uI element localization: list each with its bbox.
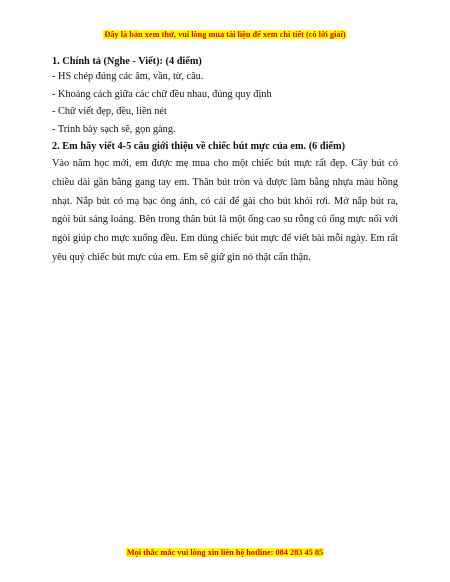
preview-notice-text: Đây là bản xem thử, vui lòng mua tài liệu để xem chi tiết (có lời giải) — [104, 30, 346, 39]
section2-title: 2. Em hãy viết 4-5 câu giới thiệu về chiếc bút mực của em. (6 điểm) — [52, 141, 346, 152]
document-body — [52, 55, 398, 268]
section1-title: 1. Chính tả (Nghe - Viết): (4 điểm) — [52, 56, 202, 67]
preview-notice-banner — [0, 27, 450, 40]
section1-item: - Chữ viết đẹp, đều, liền nét — [52, 106, 167, 117]
hotline-text: Mọi thắc mắc vui lòng xin liên hệ hotline: 084 283 45 85 — [126, 548, 324, 557]
hotline-banner — [0, 545, 450, 558]
section1-item: - HS chép đúng các âm, vần, từ, câu. — [52, 71, 204, 82]
section2-paragraph: Vào năm học mới, em được mẹ mua cho một chiếc bút mực rất đẹp. Cây bút có chiều dài gần bằng gang tay em. Thân bút tròn và được làm bằng nhựa màu hồng nhạt. Nắp bút có mạ bạc óng ánh, có cái để gài cho bút khỏi rơi. Mở nắp bút ra, ngòi bút sáng loáng. Bên trong thân bút là một ống cao su rỗng có ống mực nối với ngòi giúp cho mực xuống đều. Em dùng chiếc bút mực để viết bài mỗi ngày. Em rất yêu quý chiếc bút mực của em. Em sẽ giữ gìn nó thật cẩn thận. — [52, 158, 398, 263]
section1-item: - Trình bày sạch sẽ, gọn gàng. — [52, 123, 176, 135]
section1-item: - Khoảng cách giữa các chữ đều nhau, đúng quy định — [52, 88, 272, 100]
